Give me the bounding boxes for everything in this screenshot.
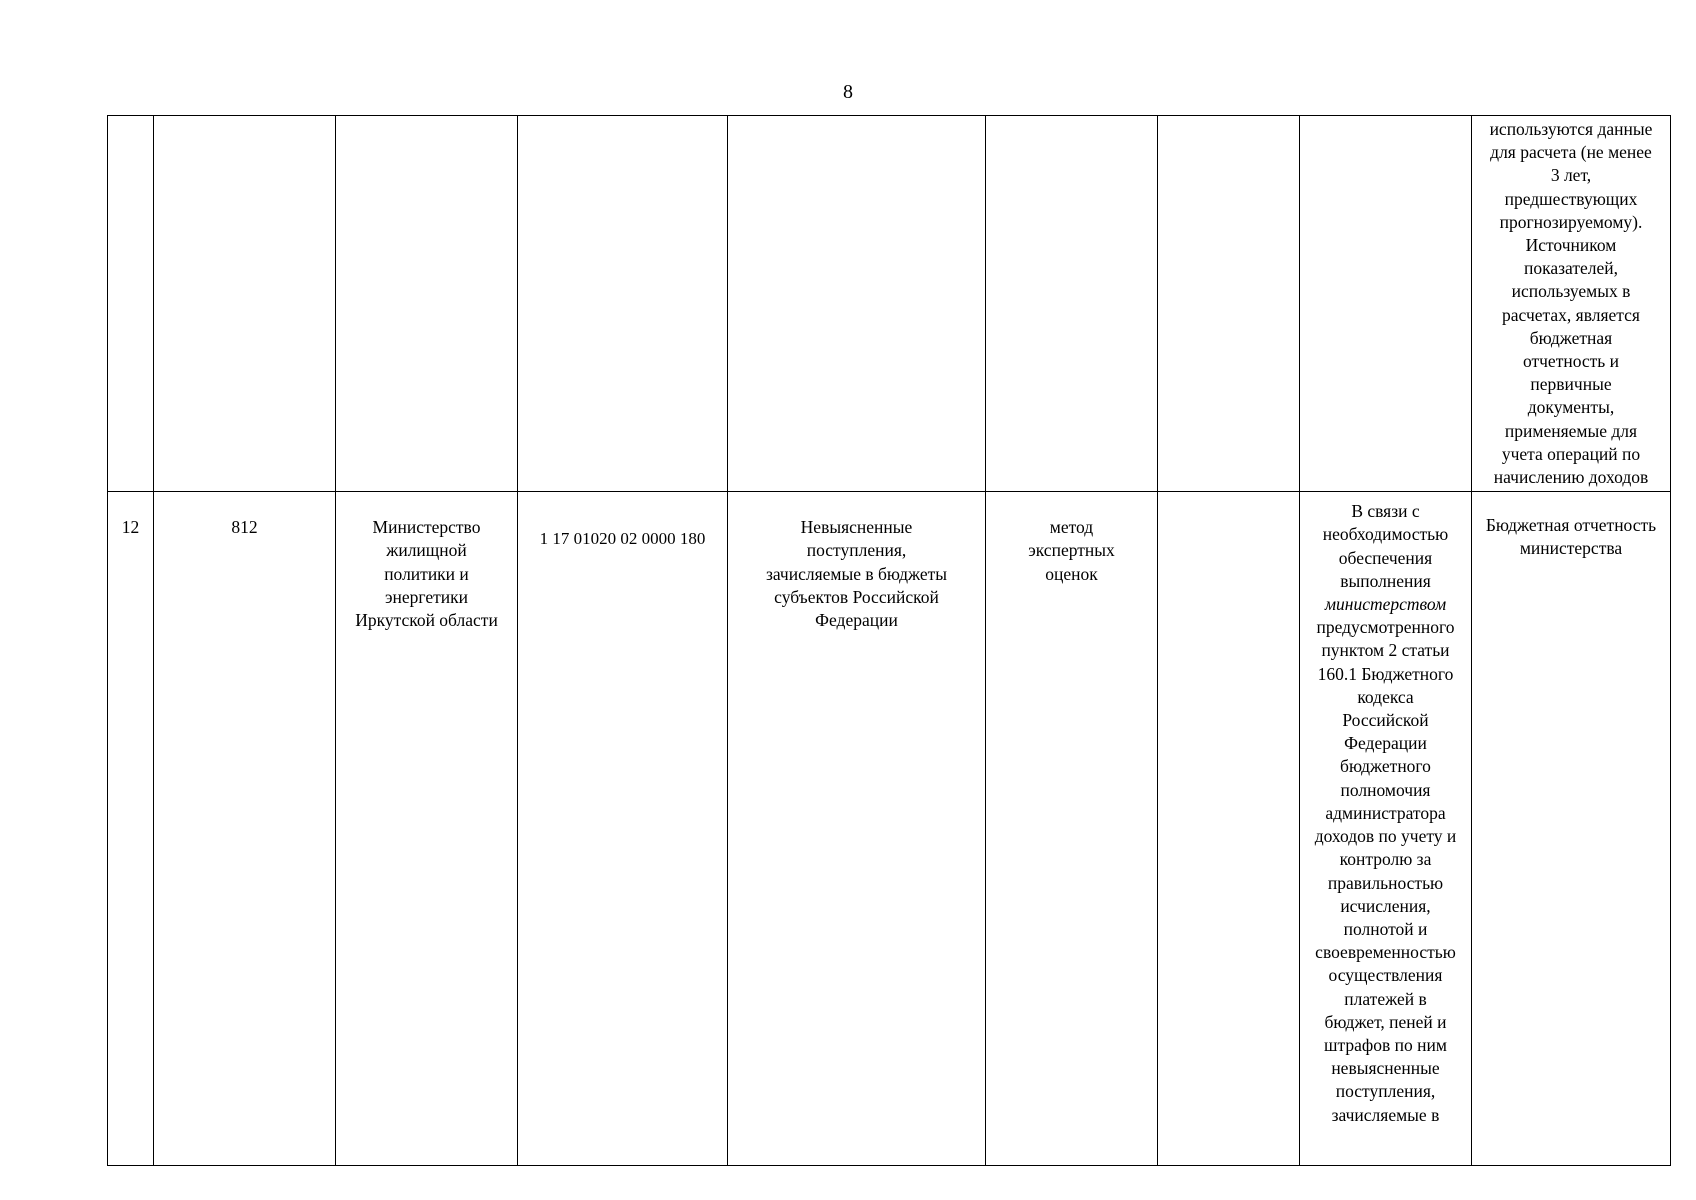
table-row-continuation <box>108 116 1671 492</box>
cell-justification <box>1300 492 1472 1166</box>
cell-revenue-name: Невыясненные поступления, зачисляемые в бюджеты субъектов Российской Федерации <box>728 492 986 1166</box>
cell-justification <box>1300 116 1472 492</box>
cell-formula <box>1158 492 1300 1166</box>
cell-revenue-name <box>728 116 986 492</box>
justification-text-start: В связи с необходимостью обеспечения выполнения <box>1322 501 1449 591</box>
justification-text-end: предусмотренного пунктом 2 статьи 160.1 Бюджетного кодекса Российской Федерации бюджетного полномочия администратора доходов по учету и контролю за правильностью исчисления, полнотой и своевременностью осуществления платежей в бюджет, пеней и штрафов по ним невыясненные поступления, зачисляемые в <box>1314 617 1457 1125</box>
cell-kbk: 1 17 01020 02 0000 180 <box>518 492 728 1166</box>
page-number: 8 <box>843 81 853 103</box>
cell-code: 812 <box>154 492 336 1166</box>
cell-method: метод экспертных оценок <box>986 492 1158 1166</box>
cell-code <box>154 116 336 492</box>
revenue-forecast-table <box>107 115 1671 1166</box>
cell-administrator <box>336 116 518 492</box>
cell-method <box>986 116 1158 492</box>
cell-formula <box>1158 116 1300 492</box>
cell-kbk <box>518 116 728 492</box>
cell-administrator: Министерство жилищной политики и энергетики Иркутской области <box>336 492 518 1166</box>
cell-number: 12 <box>108 492 154 1166</box>
justification-text-italic: министерством <box>1324 594 1447 615</box>
table-row-12 <box>108 492 1671 1166</box>
cell-source-continuation: используются данные для расчета (не менее 3 лет, предшествующих прогнозируемому). Источником показателей, используемых в расчетах, является бюджетная отчетность и первичные документы, применяемые для учета операций по начислению доходов <box>1472 116 1671 492</box>
cell-number <box>108 116 154 492</box>
cell-source: Бюджетная отчетность министерства <box>1472 492 1671 1166</box>
